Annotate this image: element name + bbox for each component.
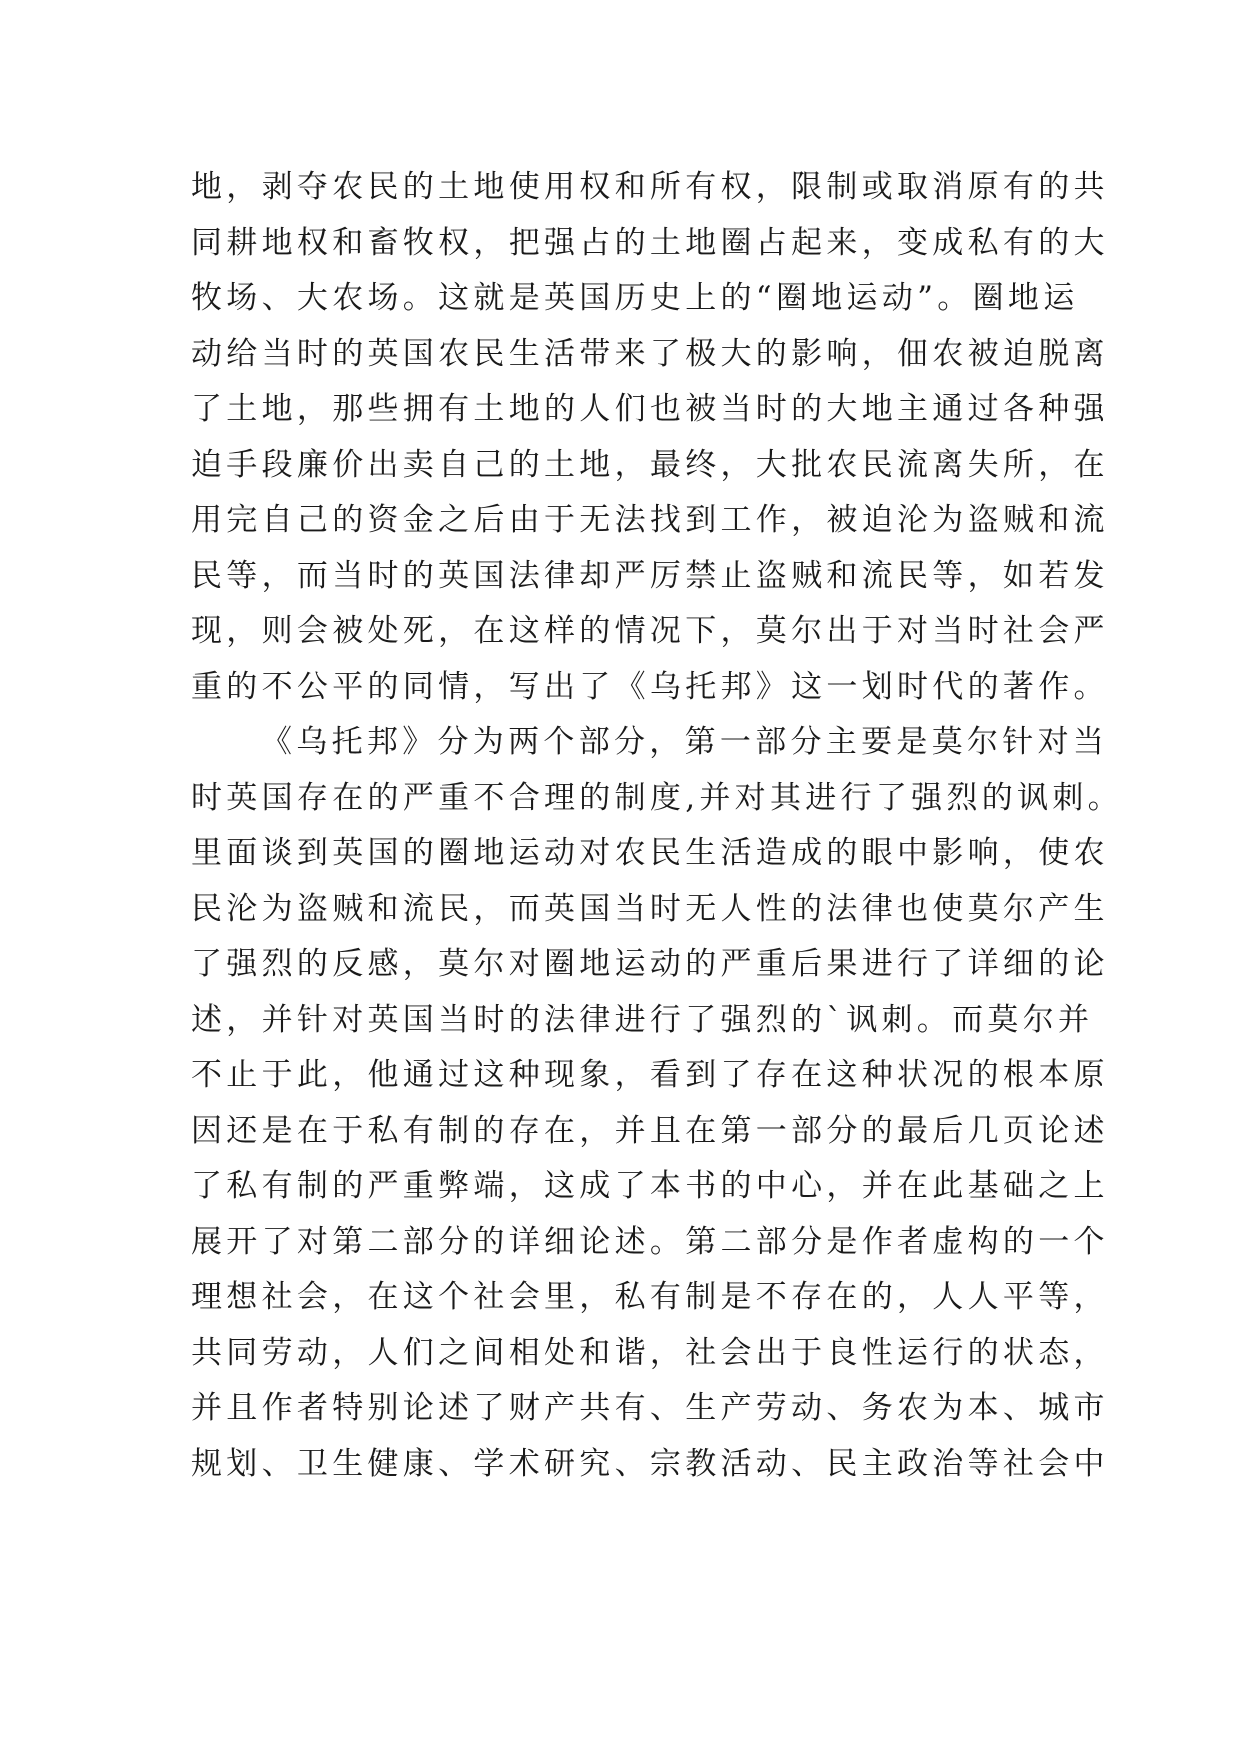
text-line: 不止于此，他通过这种现象，看到了存在这种状况的根本原	[191, 1057, 1109, 1093]
text-line: 用完自己的资金之后由于无法找到工作，被迫沦为盗贼和流	[191, 502, 1109, 538]
text-line: 了私有制的严重弊端，这成了本书的中心，并在此基础之上	[191, 1168, 1109, 1204]
text-line: 动给当时的英国农民生活带来了极大的影响，佃农被迫脱离	[191, 335, 1109, 372]
text-line: 了土地，那些拥有土地的人们也被当时的大地主通过各种强	[191, 391, 1109, 427]
text-line: 重的不公平的同情，写出了《乌托邦》这一划时代的著作。	[191, 668, 1109, 705]
text-line: 展开了对第二部分的详细论述。第二部分是作者虚构的一个	[191, 1223, 1109, 1260]
body-text	[191, 160, 1123, 1492]
text-line: 时英国存在的严重不合理的制度,并对其进行了强烈的讽刺。	[191, 779, 1123, 816]
text-line: 现，则会被处死，在这样的情况下，莫尔出于对当时社会严	[191, 613, 1109, 649]
text-line: 同耕地权和畜牧权，把强占的土地圈占起来，变成私有的大	[191, 224, 1109, 261]
text-line: 因还是在于私有制的存在，并且在第一部分的最后几页论述	[191, 1112, 1109, 1149]
text-line: 述，并针对英国当时的法律进行了强烈的`讽刺。而莫尔并	[191, 1001, 1094, 1038]
text-line: 了强烈的反感，莫尔对圈地运动的严重后果进行了详细的论	[191, 946, 1109, 982]
text-line: 地，剥夺农民的土地使用权和所有权，限制或取消原有的共	[191, 169, 1109, 205]
text-line: 并且作者特别论述了财产共有、生产劳动、务农为本、城市	[191, 1390, 1109, 1426]
text-line: 民等，而当时的英国法律却严厉禁止盗贼和流民等，如若发	[191, 557, 1109, 594]
text-line: 理想社会，在这个社会里，私有制是不存在的，人人平等，	[191, 1279, 1109, 1315]
text-line: 里面谈到英国的圈地运动对农民生活造成的眼中影响，使农	[191, 835, 1109, 871]
text-line: 规划、卫生健康、学术研究、宗教活动、民主政治等社会中	[191, 1445, 1109, 1482]
paragraph-start-line: 《乌托邦》分为两个部分，第一部分主要是莫尔针对当	[261, 724, 1109, 760]
text-line: 共同劳动，人们之间相处和谐，社会出于良性运行的状态，	[191, 1334, 1109, 1371]
text-line: 牧场、大农场。这就是英国历史上的“圈地运动”。圈地运	[191, 280, 1079, 316]
text-line: 迫手段廉价出卖自己的土地，最终，大批农民流离失所，在	[191, 446, 1109, 483]
text-line: 民沦为盗贼和流民，而英国当时无人性的法律也使莫尔产生	[191, 890, 1109, 927]
